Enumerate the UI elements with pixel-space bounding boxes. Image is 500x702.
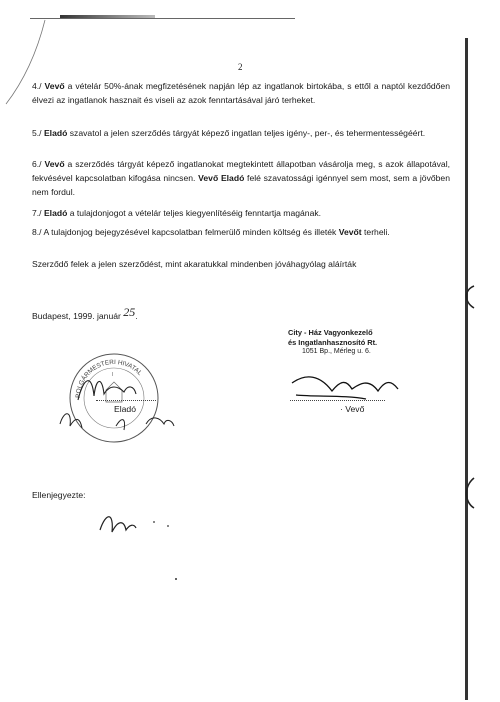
place-date: Budapest, 1999. január 25. bbox=[32, 305, 138, 321]
clause-5: 5./ Eladó szavatol a jelen szerződés tárgyát képező ingatlan teljes igény-, per-, és tehermentességéért. bbox=[32, 128, 426, 138]
closing-statement: Szerződő felek a jelen szerződést, mint akaratukkal mindenben jóváhagyólag aláírták bbox=[32, 259, 357, 269]
clause-4: 4./ Vevő a vételár 50%-ának megfizetésének napján lép az ingatlanok birtokába, s ettől a naptól kezdődően élvezi az ingatlanok hasznait és viseli az azok fenntartásával járó terheket. bbox=[32, 81, 450, 105]
buyer-label: · Vevő bbox=[340, 404, 365, 414]
scan-speck bbox=[175, 578, 177, 580]
scan-artifact-line bbox=[30, 18, 295, 19]
buyer-company-line1: City - Ház Vagyonkezelő bbox=[288, 328, 373, 337]
clause-7: 7./ Eladó a tulajdonjogot a vételár teljes kiegyenlítéséig fenntartja magának. bbox=[32, 208, 322, 218]
seller-signature-line bbox=[96, 400, 156, 401]
buyer-signature-line bbox=[290, 400, 385, 401]
buyer-address: 1051 Bp., Mérleg u. 6. bbox=[302, 348, 371, 355]
clause-6: 6./ Vevő a szerződés tárgyát képező ingatlanokat megtekintett állapotban vásárolja meg, s azok állapotával, fekvésével kapcsolatban kifogása nincsen. Vevő Eladó felé szavatossági igénnyel sem most, sem a jövőben nem fordul. bbox=[32, 159, 450, 197]
page-number: 2 bbox=[238, 62, 243, 72]
countersign-signature bbox=[96, 508, 176, 540]
handwritten-day: 25 bbox=[123, 305, 136, 319]
binding-mark-2 bbox=[460, 474, 480, 514]
buyer-company-line2: és Ingatlanhasznosító Rt. bbox=[288, 338, 378, 347]
svg-text:I: I bbox=[112, 372, 114, 378]
stamp-text: POLGÁRMESTERI HIVATAL bbox=[74, 358, 144, 399]
countersign-label: Ellenjegyezte: bbox=[32, 490, 86, 500]
binding-mark-1 bbox=[460, 282, 480, 312]
seller-label: Eladó bbox=[114, 404, 136, 414]
seller-signature-lower bbox=[56, 404, 176, 438]
clause-8: 8./ A tulajdonjog bejegyzésével kapcsolatban felmerülő minden költség és illeték Vevőt terheli. bbox=[32, 227, 390, 237]
scan-margin-bar bbox=[465, 38, 468, 700]
